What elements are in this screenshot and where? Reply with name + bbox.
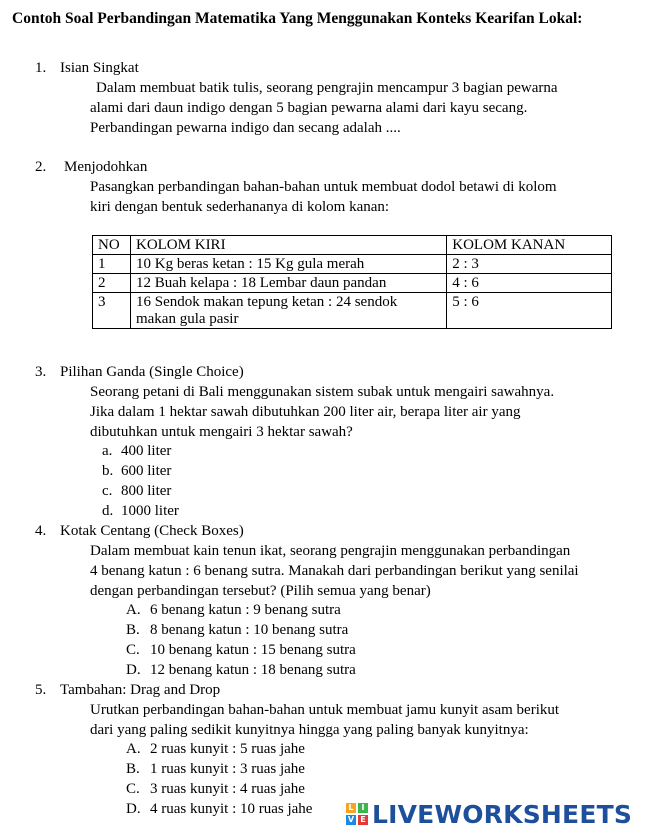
q3-option-letter: a. [102, 443, 113, 459]
cell-left: 10 Kg beras ketan : 15 Kg gula merah [130, 255, 446, 274]
q5-item-a[interactable]: 2 ruas kunyit : 5 ruas jahe [150, 741, 305, 757]
header-no: NO [93, 236, 131, 255]
q1-line: Perbandingan pewarna indigo dan secang adalah .... [90, 120, 401, 136]
q3-heading: Pilihan Ganda (Single Choice) [60, 364, 244, 380]
q5-item-d[interactable]: 4 ruas kunyit : 10 ruas jahe [150, 801, 313, 817]
q5-option-letter: D. [126, 801, 141, 817]
q4-number: 4. [35, 523, 47, 539]
table-row [93, 293, 612, 329]
logo-block-e: E [358, 815, 368, 825]
cell-left-line: makan gula pasir [135, 311, 239, 327]
q5-option-letter: A. [126, 741, 141, 757]
cell-no: 2 [93, 274, 131, 293]
matching-table [92, 235, 612, 329]
q4-option-letter: B. [126, 622, 140, 638]
q5-item-c[interactable]: 3 ruas kunyit : 4 ruas jahe [150, 781, 305, 797]
q4-option-letter: D. [126, 662, 141, 678]
q1-number: 1. [35, 60, 47, 76]
cell-left [130, 293, 446, 329]
q3-option-letter: b. [102, 463, 114, 479]
q3-option-a[interactable]: 400 liter [121, 443, 172, 459]
q3-option-letter: d. [102, 503, 114, 519]
cell-no: 1 [93, 255, 131, 274]
header-right: KOLOM KANAN [447, 236, 612, 255]
header-left: KOLOM KIRI [130, 236, 446, 255]
cell-left: 12 Buah kelapa : 18 Lembar daun pandan [130, 274, 446, 293]
q1-line: Dalam membuat batik tulis, seorang pengrajin mencampur 3 bagian pewarna [96, 80, 558, 96]
q2-number: 2. [35, 159, 47, 175]
q5-option-letter: C. [126, 781, 140, 797]
q4-option-c[interactable]: 10 benang katun : 15 benang sutra [150, 642, 356, 658]
logo-text: LIVEWORKSHEETS [372, 799, 633, 829]
q4-line: 4 benang katun : 6 benang sutra. Manakah dari perbandingan berikut yang senilai [90, 563, 579, 579]
q3-option-letter: c. [102, 483, 113, 499]
logo-block-i: I [358, 803, 368, 813]
q2-line: kiri dengan bentuk sederhananya di kolom kanan: [90, 199, 390, 215]
q1-heading: Isian Singkat [60, 60, 139, 76]
table-row [93, 255, 612, 274]
cell-right: 5 : 6 [447, 293, 612, 329]
q5-line: dari yang paling sedikit kunyitnya hingga yang paling banyak kunyitnya: [90, 722, 529, 738]
logo-icon [346, 803, 368, 825]
q2-line: Pasangkan perbandingan bahan-bahan untuk membuat dodol betawi di kolom [90, 179, 557, 195]
q3-option-c[interactable]: 800 liter [121, 483, 172, 499]
page-title: Contoh Soal Perbandingan Matematika Yang Menggunakan Konteks Kearifan Lokal: [12, 10, 583, 27]
logo-block-l: L [346, 803, 356, 813]
q4-option-d[interactable]: 12 benang katun : 18 benang sutra [150, 662, 356, 678]
liveworksheets-logo [346, 800, 632, 828]
q3-option-d[interactable]: 1000 liter [121, 503, 179, 519]
q4-option-a[interactable]: 6 benang katun : 9 benang sutra [150, 602, 341, 618]
q5-line: Urutkan perbandingan bahan-bahan untuk membuat jamu kunyit asam berikut [90, 702, 560, 718]
cell-right: 4 : 6 [447, 274, 612, 293]
q4-option-b[interactable]: 8 benang katun : 10 benang sutra [150, 622, 349, 638]
q3-line: Seorang petani di Bali menggunakan sistem subak untuk mengairi sawahnya. [90, 384, 555, 400]
q5-number: 5. [35, 682, 47, 698]
table-header-row [93, 236, 612, 255]
q3-line: dibutuhkan untuk mengairi 3 hektar sawah? [90, 424, 353, 440]
cell-no: 3 [93, 293, 131, 329]
q3-option-b[interactable]: 600 liter [121, 463, 172, 479]
cell-left-line: 16 Sendok makan tepung ketan : 24 sendok [135, 294, 398, 310]
q4-line: Dalam membuat kain tenun ikat, seorang pengrajin menggunakan perbandingan [90, 543, 571, 559]
q2-heading: Menjodohkan [64, 159, 148, 175]
cell-right: 2 : 3 [447, 255, 612, 274]
q1-line: alami dari daun indigo dengan 5 bagian pewarna alami dari kayu secang. [90, 100, 528, 116]
q3-line: Jika dalam 1 hektar sawah dibutuhkan 200 liter air, berapa liter air yang [90, 404, 521, 420]
logo-block-v: V [347, 815, 355, 824]
table-row [93, 274, 612, 293]
q4-option-letter: C. [126, 642, 140, 658]
q5-item-b[interactable]: 1 ruas kunyit : 3 ruas jahe [150, 761, 305, 777]
q5-heading: Tambahan: Drag and Drop [60, 682, 221, 698]
q4-option-letter: A. [126, 602, 141, 618]
q5-option-letter: B. [126, 761, 140, 777]
q3-number: 3. [35, 364, 47, 380]
q4-line: dengan perbandingan tersebut? (Pilih semua yang benar) [90, 583, 431, 599]
q4-heading: Kotak Centang (Check Boxes) [60, 523, 244, 539]
